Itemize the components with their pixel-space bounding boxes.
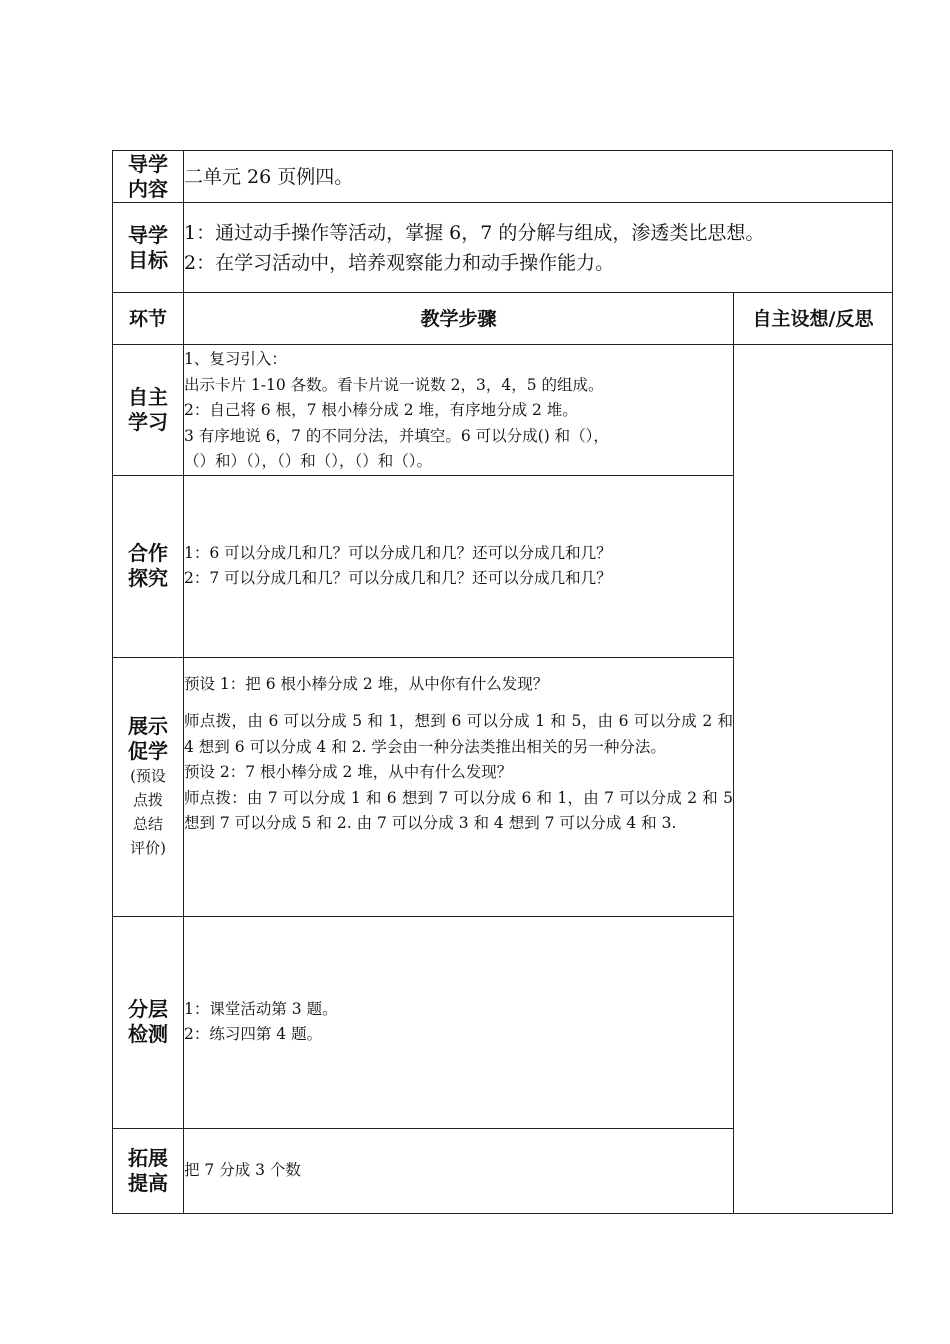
label-sub: 总结: [132, 814, 163, 833]
reflection-cell: [734, 345, 893, 1214]
header-steps: 教学步骤: [184, 293, 734, 345]
cooperate-steps: [184, 475, 734, 657]
label-line: 促学: [128, 738, 168, 763]
guidance-paragraph: 师点拨，由 6 可以分成 5 和 1，想到 6 可以分成 1 和 5，由 6 可以分成 2 和 4 想到 6 可以分成 4 和 2. 学会由一种分法类推出相关的另一种分法。: [184, 712, 733, 756]
row-label-self-study: [113, 345, 184, 476]
preset-line: 预设 1：把 6 根小棒分成 2 堆，从中你有什么发现？: [184, 674, 549, 693]
label-line: 提高: [128, 1170, 168, 1195]
header-stage: 环节: [113, 293, 184, 345]
label-sub: 评价): [130, 838, 166, 857]
step-line: 1：课堂活动第 3 题。: [184, 999, 338, 1018]
row-label-test: [113, 916, 184, 1128]
step-line: 2：练习四第 4 题。: [184, 1025, 323, 1043]
label-line: 导学: [128, 151, 168, 176]
step-line: 3 有序地说 6，7 的不同分法，并填空。6 可以分成() 和（），: [184, 426, 609, 445]
row-goals: [113, 203, 893, 293]
label-line: 探究: [128, 566, 168, 590]
step-line: 1：6 可以分成几和几？可以分成几和几？还可以分成几和几？: [184, 543, 612, 562]
label-line: 展示: [128, 713, 168, 738]
test-steps: [184, 916, 734, 1128]
label-line: 拓展: [128, 1145, 168, 1170]
row-label-content: [113, 151, 184, 203]
label-line: 目标: [128, 247, 168, 272]
spacer: [184, 697, 733, 709]
extend-text: 把 7 分成 3 个数: [184, 1128, 734, 1213]
row-content: [113, 151, 893, 203]
step-line: 2：7 可以分成几和几？可以分成几和几？还可以分成几和几？: [184, 569, 612, 587]
row-self-study: [113, 345, 893, 476]
step-line: 2：自己将 6 根，7 根小棒分成 2 堆，有序地分成 2 堆。: [184, 401, 578, 419]
show-steps: [184, 657, 734, 916]
row-label-goals: [113, 203, 184, 293]
label-line: 导学: [128, 222, 168, 247]
row-header: [113, 293, 893, 345]
label-line: 检测: [128, 1022, 168, 1046]
lesson-plan-table: [112, 150, 893, 1214]
row-label-extend: [113, 1128, 184, 1213]
content-text: 二单元 26 页例四。: [184, 151, 893, 203]
label-sub: (预设: [130, 766, 166, 785]
goal-line: 1：通过动手操作等活动，掌握 6，7 的分解与组成，渗透类比思想。: [184, 221, 765, 244]
step-line: 1、复习引入：: [184, 350, 287, 368]
row-label-cooperate: [113, 475, 184, 657]
row-label-show: [113, 657, 184, 916]
label-line: 自主: [128, 384, 168, 409]
label-line: 内容: [128, 176, 168, 201]
step-line: 出示卡片 1-10 各数。看卡片说一说数 2，3，4，5 的组成。: [184, 375, 604, 394]
self-study-steps: [184, 345, 734, 476]
header-reflection: 自主设想/反思: [734, 293, 893, 345]
goal-line: 2：在学习活动中，培养观察能力和动手操作能力。: [184, 251, 615, 274]
preset-line: 预设 2：7 根小棒分成 2 堆，从中有什么发现？: [184, 763, 513, 781]
step-line: （）和）（），（）和（），（）和（）。: [184, 452, 433, 470]
guidance-paragraph: 师点拨：由 7 可以分成 1 和 6 想到 7 可以分成 6 和 1，由 7 可以分成 2 和 5 想到 7 可以分成 5 和 2. 由 7 可以分成 3 和 4 想到 7 可以分成 4 和 3.: [184, 788, 733, 832]
label-line: 学习: [128, 409, 168, 434]
label-line: 合作: [128, 541, 168, 565]
label-line: 分层: [128, 997, 168, 1021]
label-sub: 点拨: [132, 790, 163, 809]
goals-cell: [184, 203, 893, 293]
